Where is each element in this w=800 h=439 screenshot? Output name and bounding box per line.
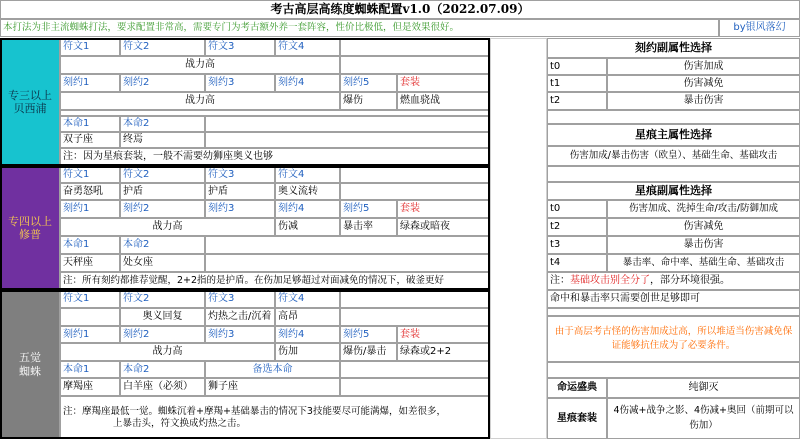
carving-value-4: 伤加 — [275, 343, 340, 361]
natal-header-2: 本命2 — [120, 236, 205, 254]
carving-value-5: 爆伤 — [340, 92, 397, 110]
carving-header-4: 刻约4 — [275, 326, 340, 343]
carving-header-4: 刻约4 — [275, 200, 340, 218]
empty-cell — [340, 166, 490, 183]
star-sub-value-0: 伤害加成、洗掉生命/攻击/防御加成 — [607, 200, 800, 218]
spacer — [547, 308, 800, 316]
section-2-subtitle: 修普 — [19, 228, 41, 241]
carving-header-1: 刻约1 — [60, 326, 120, 343]
star-main-value: 伤害加成/暴击伤害（欧皇）、基础生命、基础攻击 — [547, 146, 800, 166]
empty-cell — [340, 56, 490, 74]
carving-header-2: 刻约2 — [120, 74, 205, 92]
rune-header-3: 符文3 — [205, 290, 275, 308]
empty-cell — [205, 236, 490, 254]
carving-sub-key-0: t0 — [547, 58, 607, 75]
star-main-title: 星痕主属性选择 — [547, 124, 800, 146]
carving-header-3: 刻约3 — [205, 74, 275, 92]
carving-sub-key-1: t1 — [547, 75, 607, 92]
natal-header-2: 本命2 — [120, 361, 205, 378]
fate-value: 纯御灭 — [607, 378, 800, 398]
empty-cell — [205, 116, 490, 132]
section-3-note — [60, 396, 490, 439]
star-sub-title: 星痕副属性选择 — [547, 182, 800, 200]
page-title: 考古高层高练度蜘蛛配置v1.0（2022.07.09） — [0, 0, 800, 19]
carving-value-set: 绿森或2+2 — [397, 343, 490, 361]
rune-header-1: 符文1 — [60, 290, 120, 308]
carving-sub-key-2: t2 — [547, 92, 607, 110]
carving-value-5: 暴击率 — [340, 218, 397, 236]
carving-values: 战力高 — [60, 218, 275, 236]
rune-header-1: 符文1 — [60, 38, 120, 56]
section-3-note-line1: 注：摩羯座最低一觉。蜘蛛沉着+摩羯+基础暴击的情况下3技能要尽可能满爆，如差很多， — [63, 406, 446, 418]
section-3-label — [0, 290, 60, 439]
carving-header-set: 套装 — [397, 74, 490, 92]
carving-values: 战力高 — [60, 343, 275, 361]
rune-value-4: 高昂 — [275, 308, 340, 326]
rune-value-4: 奥义流转 — [275, 183, 340, 200]
natal-value-1: 摩羯座 — [60, 378, 120, 396]
star-sub-note-prefix: 注： — [550, 275, 570, 286]
spacer — [547, 110, 800, 124]
star-set-value: 4伤减+战争之影、4伤减+奥回（前期可以伤加） — [607, 398, 800, 439]
carving-header-2: 刻约2 — [120, 326, 205, 343]
carving-header-set: 套装 — [397, 326, 490, 343]
rune-value-3: 护盾 — [205, 183, 275, 200]
carving-header-5: 刻约5 — [340, 200, 397, 218]
natal-header-alt: 备选本命 — [205, 361, 340, 378]
carving-sub-value-1: 伤害减免 — [607, 75, 800, 92]
natal-header-1: 本命1 — [60, 236, 120, 254]
empty-cell — [340, 361, 490, 378]
section-2-label — [0, 166, 60, 290]
star-sub-note-warning: 基础攻击别全分了 — [570, 275, 650, 286]
star-sub-key-3: t4 — [547, 254, 607, 272]
rune-header-2: 符文2 — [120, 290, 205, 308]
empty-cell — [340, 38, 490, 56]
natal-value-1: 天秤座 — [60, 254, 120, 272]
star-sub-value-1: 伤害减免 — [607, 218, 800, 236]
carving-value-set: 燃血骁战 — [397, 92, 490, 110]
empty-cell — [340, 183, 490, 200]
star-sub-note — [547, 272, 800, 290]
carving-header-3: 刻约3 — [205, 200, 275, 218]
carving-sub-title: 刻约副属性选择 — [547, 38, 800, 58]
section-3-note-line2: 上暴击头，符文换成灼热之击。 — [113, 417, 247, 429]
star-sub-value-3: 暴击率、命中率、基础生命、基础攻击 — [607, 254, 800, 272]
rune-header-3: 符文3 — [205, 38, 275, 56]
star-sub-value-2: 暴击伤害 — [607, 236, 800, 254]
rune-value-3: 灼热之击/沉着 — [205, 308, 275, 326]
natal-header-2: 本命2 — [120, 116, 205, 132]
natal-value-2: 终焉 — [120, 132, 205, 148]
rune-header-2: 符文2 — [120, 166, 205, 183]
section-1-title: 专三以上 — [8, 88, 52, 102]
rune-header-3: 符文3 — [205, 166, 275, 183]
author-credit: by银风落幻 — [719, 19, 800, 37]
natal-header-1: 本命1 — [60, 116, 120, 132]
fate-label: 命运盛典 — [547, 378, 607, 398]
hit-rate-note: 命中和暴击率只需要创世足够即可 — [547, 290, 800, 308]
rune-values: 战力高 — [60, 56, 340, 74]
empty-cell — [340, 308, 490, 326]
empty-cell — [340, 378, 490, 396]
rune-header-4: 符文4 — [275, 166, 340, 183]
carving-header-5: 刻约5 — [340, 326, 397, 343]
damage-reduction-note: 由于高层考古怪的伤害加成过高，所以堆适当伤害减免保证能够抗住成为了必要条件。 — [547, 316, 800, 362]
rune-header-1: 符文1 — [60, 166, 120, 183]
rune-value-1: 奋勇怒吼 — [60, 183, 120, 200]
section-3-title: 五觉 — [19, 351, 41, 365]
star-sub-key-1: t2 — [547, 218, 607, 236]
carving-header-set: 套装 — [397, 200, 490, 218]
carving-header-1: 刻约1 — [60, 200, 120, 218]
spacer — [547, 166, 800, 182]
natal-header-1: 本命1 — [60, 361, 120, 378]
section-1-subtitle: 贝西浦 — [13, 102, 47, 115]
rune-value-2: 奥义回复 — [120, 308, 205, 326]
rune-header-4: 符文4 — [275, 38, 340, 56]
carving-values: 战力高 — [60, 92, 340, 110]
section-1-note: 注：因为星痕套装，一般不需要幼狮座奥义也够 — [60, 148, 490, 166]
carving-header-2: 刻约2 — [120, 200, 205, 218]
carving-sub-value-0: 伤害加成 — [607, 58, 800, 75]
page-subtitle: 本打法为非主流蜘蛛打法，要求配置非常高，需要专门为考古额外养一套阵容，性价比极低，但是效果很好。 — [0, 19, 719, 37]
natal-value-2: 处女座 — [120, 254, 205, 272]
natal-value-1: 双子座 — [60, 132, 120, 148]
star-sub-note-suffix: ，部分环境很强。 — [650, 275, 730, 286]
carving-header-4: 刻约4 — [275, 74, 340, 92]
star-sub-key-2: t3 — [547, 236, 607, 254]
rune-value-1 — [60, 308, 120, 326]
natal-value-2: 白羊座（必须） — [120, 378, 205, 396]
rune-header-2: 符文2 — [120, 38, 205, 56]
carving-header-1: 刻约1 — [60, 74, 120, 92]
carving-header-5: 刻约5 — [340, 74, 397, 92]
section-2-note: 注：所有刻约都推荐觉醒，2+2指的是护盾。在伤加足够超过对面减免的情况下，破釜更好 — [60, 272, 490, 290]
empty-cell — [205, 132, 490, 148]
carving-header-3: 刻约3 — [205, 326, 275, 343]
rune-header-4: 符文4 — [275, 290, 340, 308]
carving-sub-value-2: 暴击伤害 — [607, 92, 800, 110]
empty-cell — [340, 290, 490, 308]
section-2-title: 专四以上 — [8, 214, 52, 228]
carving-value-set: 绿森或暗夜 — [397, 218, 490, 236]
star-set-label: 星痕套装 — [547, 398, 607, 439]
star-sub-key-0: t0 — [547, 200, 607, 218]
rune-value-2: 护盾 — [120, 183, 205, 200]
natal-value-alt: 狮子座 — [205, 378, 340, 396]
spacer — [547, 362, 800, 378]
carving-value-4: 伤减 — [275, 218, 340, 236]
empty-cell — [205, 254, 490, 272]
section-3-subtitle: 蜘蛛 — [19, 364, 41, 378]
section-1-label — [0, 38, 60, 166]
carving-value-5: 爆伤/暴击 — [340, 343, 397, 361]
gap-column — [490, 38, 547, 439]
